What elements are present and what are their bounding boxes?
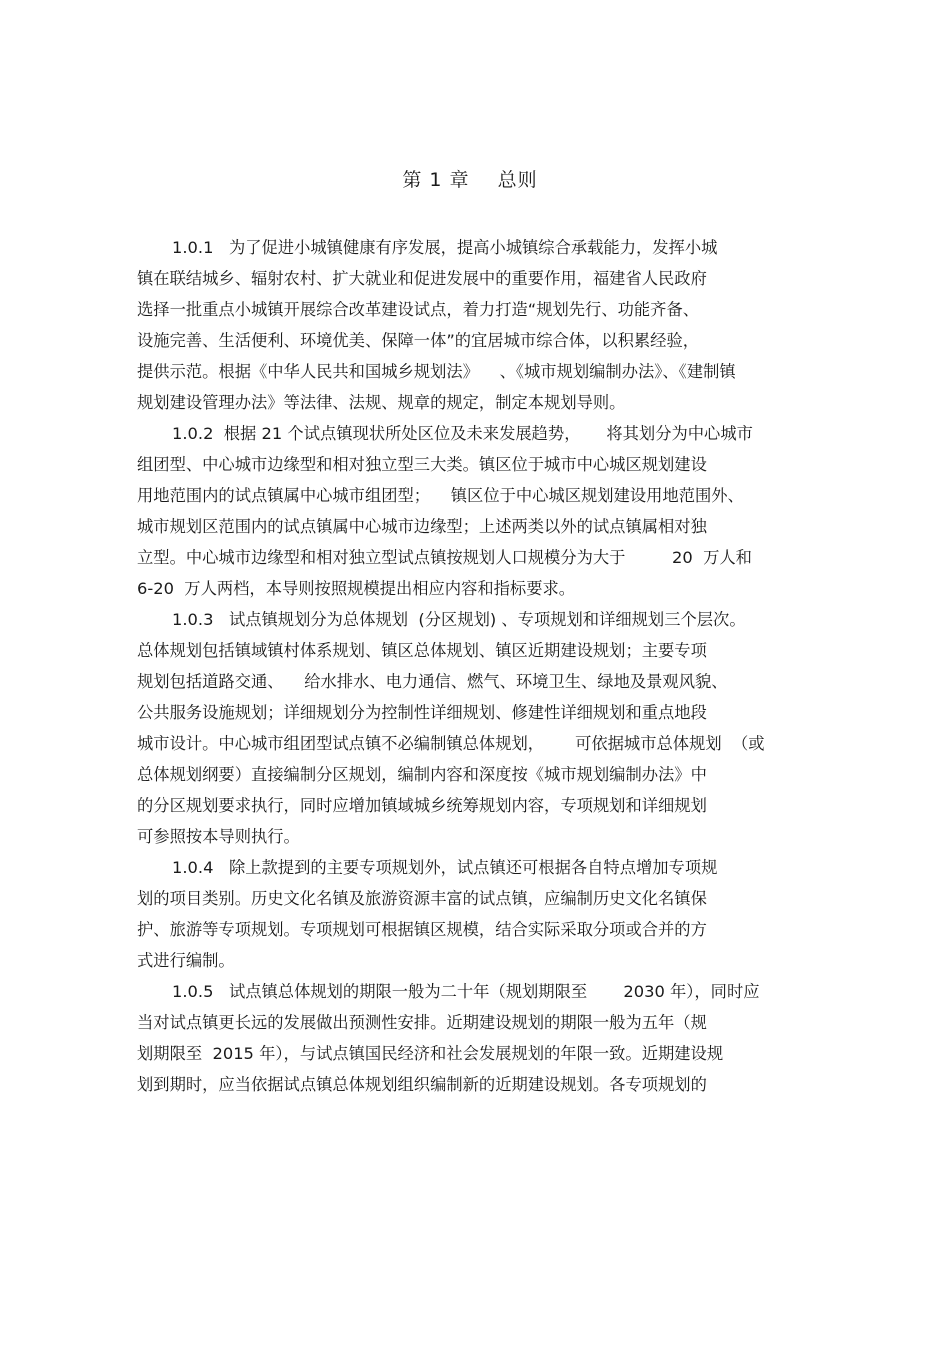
text-line: 当对试点镇更长远的发展做出预测性安排。近期建设规划的期限一般为五年（规 bbox=[137, 1013, 707, 1032]
text-line: 可参照按本导则执行。 bbox=[137, 827, 300, 846]
chapter-title: 第 1 章 总则 bbox=[402, 169, 538, 191]
text-line: 提供示范。根据《中华人民共和国城乡规划法》 、《城市规划编制办法》、《建制镇 bbox=[137, 362, 736, 381]
text-line: 城市设计。中心城市组团型试点镇不必编制镇总体规划， 可依据城市总体规划 （或 bbox=[137, 734, 765, 753]
text-line: 用地范围内的试点镇属中心城市组团型； 镇区位于中心城区规划建设用地范围外、 bbox=[137, 486, 744, 505]
text-line: 总体规划包括镇域镇村体系规划、镇区总体规划、镇区近期建设规划；主要专项 bbox=[137, 641, 707, 660]
text-line: 划期限至 2015 年），与试点镇国民经济和社会发展规划的年限一致。近期建设规 bbox=[137, 1044, 724, 1063]
text-line: 组团型、中心城市边缘型和相对独立型三大类。镇区位于城市中心城区规划建设 bbox=[137, 455, 707, 474]
text-line: 公共服务设施规划；详细规划分为控制性详细规划、修建性详细规划和重点地段 bbox=[137, 703, 707, 722]
text-line: 划的项目类别。历史文化名镇及旅游资源丰富的试点镇，应编制历史文化名镇保 bbox=[137, 889, 707, 908]
text-line: 选择一批重点小城镇开展综合改革建设试点，着力打造“规划先行、功能齐备、 bbox=[137, 300, 700, 319]
text-line: 1.0.1 为了促进小城镇健康有序发展，提高小城镇综合承载能力，发挥小城 bbox=[172, 238, 718, 257]
paragraph-1-0-2 bbox=[137, 418, 805, 604]
text-line: 1.0.3 试点镇规划分为总体规划 (分区规划) 、专项规划和详细规划三个层次。 bbox=[172, 610, 746, 629]
text-line: 规划建设管理办法》等法律、法规、规章的规定，制定本规划导则。 bbox=[137, 393, 626, 412]
text-line: 立型。中心城市边缘型和相对独立型试点镇按规划人口规模分为大于 20 万人和 bbox=[137, 548, 752, 567]
text-line: 镇在联结城乡、辐射农村、扩大就业和促进发展中的重要作用，福建省人民政府 bbox=[137, 269, 707, 288]
text-line: 总体规划纲要）直接编制分区规划，编制内容和深度按《城市规划编制办法》中 bbox=[137, 765, 707, 784]
paragraph-1-0-5 bbox=[137, 976, 805, 1100]
body-text bbox=[137, 232, 805, 1100]
text-line: 的分区规划要求执行，同时应增加镇域城乡统筹规划内容，专项规划和详细规划 bbox=[137, 796, 707, 815]
text-line: 1.0.2 根据 21 个试点镇现状所处区位及未来发展趋势， 将其划分为中心城市 bbox=[172, 424, 753, 443]
paragraph-1-0-4 bbox=[137, 852, 805, 976]
paragraph-1-0-1 bbox=[137, 232, 805, 418]
text-line: 护、旅游等专项规划。专项规划可根据镇区规模，结合实际采取分项或合并的方 bbox=[137, 920, 707, 939]
text-line: 1.0.5 试点镇总体规划的期限一般为二十年（规划期限至 2030 年），同时应 bbox=[172, 982, 760, 1001]
text-line: 城市规划区范围内的试点镇属中心城市边缘型；上述两类以外的试点镇属相对独 bbox=[137, 517, 707, 536]
text-line: 式进行编制。 bbox=[137, 951, 235, 970]
paragraph-1-0-3 bbox=[137, 604, 805, 852]
text-line: 设施完善、生活便利、环境优美、保障一体”的宜居城市综合体，以积累经验， bbox=[137, 331, 700, 350]
text-line: 规划包括道路交通、 给水排水、电力通信、燃气、环境卫生、绿地及景观风貌、 bbox=[137, 672, 728, 691]
text-line: 1.0.4 除上款提到的主要专项规划外，试点镇还可根据各自特点增加专项规 bbox=[172, 858, 718, 877]
text-line: 划到期时，应当依据试点镇总体规划组织编制新的近期建设规划。各专项规划的 bbox=[137, 1075, 707, 1094]
text-line: 6-20 万人两档，本导则按照规模提出相应内容和指标要求。 bbox=[137, 579, 576, 598]
